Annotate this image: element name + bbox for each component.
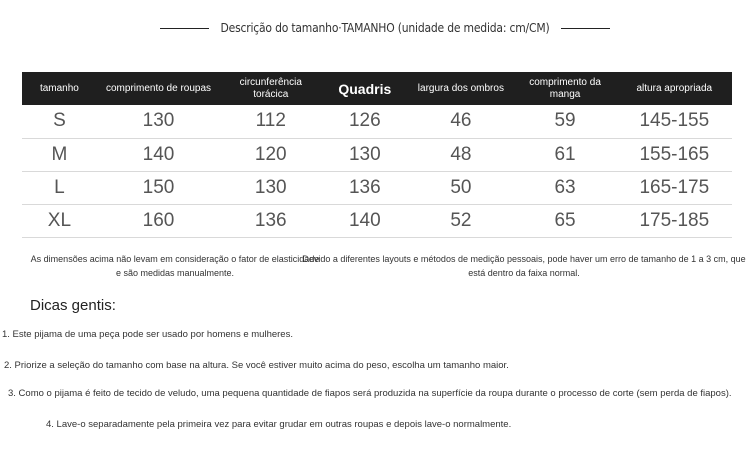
- measurement-note-left: As dimensões acima não levam em consideração o fator de elasticidade e são medidas manualmente.: [30, 254, 320, 278]
- cell-hips: 126: [348, 110, 381, 132]
- col-header-height: altura apropriada: [636, 82, 713, 94]
- table-row: [22, 138, 732, 171]
- cell-height: 165-175: [639, 176, 710, 198]
- cell-chest: 120: [254, 143, 287, 165]
- size-chart-title: Descrição do tamanho·TAMANHO (unidade de medida: cm/CM): [220, 21, 550, 35]
- cell-length: 160: [142, 209, 175, 231]
- cell-hips: 130: [348, 143, 381, 165]
- cell-size: S: [53, 110, 66, 132]
- col-header-chest: circunferência torácica: [239, 76, 302, 100]
- cell-shoulder: 52: [450, 209, 472, 231]
- cell-chest: 112: [255, 110, 286, 132]
- tip-item-4: 4. Lave-o separadamente pela primeira vez para evitar grudar em outras roupas e depois lave-o normalmente.: [46, 419, 512, 430]
- size-table: [22, 72, 732, 238]
- cell-sleeve: 61: [554, 143, 576, 165]
- col-header-hips: Quadris: [338, 80, 392, 97]
- cell-length: 150: [142, 176, 175, 198]
- cell-height: 155-165: [639, 143, 710, 165]
- cell-shoulder: 50: [450, 176, 472, 198]
- tip-item-3: 3. Como o pijama é feito de tecido de veludo, uma pequena quantidade de fiapos será produzida na superfície da roupa durante o processo de corte (sem perda de fiapos).: [8, 388, 732, 399]
- cell-length: 130: [142, 110, 175, 132]
- cell-hips: 136: [348, 176, 381, 198]
- cell-sleeve: 59: [554, 110, 576, 132]
- cell-hips: 140: [348, 209, 381, 231]
- tip-item-2: 2. Priorize a seleção do tamanho com base na altura. Se você estiver muito acima do peso, escolha um tamanho maior.: [4, 360, 509, 371]
- cell-size: M: [51, 143, 68, 165]
- col-header-size: tamanho: [39, 82, 79, 94]
- cell-height: 145-155: [639, 110, 710, 132]
- cell-chest: 136: [254, 209, 287, 231]
- cell-sleeve: 63: [554, 176, 576, 198]
- tip-item-1: 1. Este pijama de uma peça pode ser usado por homens e mulheres.: [2, 329, 293, 340]
- size-chart-header: [160, 17, 610, 39]
- cell-size: XL: [47, 209, 72, 231]
- cell-height: 175-185: [639, 209, 710, 231]
- cell-size: L: [54, 176, 65, 198]
- col-header-sleeve: comprimento da manga: [529, 76, 601, 100]
- size-table-header-row: [22, 72, 732, 105]
- header-divider-right: [561, 28, 610, 29]
- cell-length: 140: [142, 143, 175, 165]
- table-row: [22, 105, 732, 138]
- tips-title: Dicas gentis:: [30, 297, 116, 314]
- cell-shoulder: 46: [450, 110, 472, 132]
- table-row: [22, 171, 732, 204]
- col-header-length: comprimento de roupas: [105, 82, 212, 94]
- cell-sleeve: 65: [554, 209, 576, 231]
- cell-shoulder: 48: [450, 143, 472, 165]
- header-divider-left: [160, 28, 209, 29]
- col-header-shoulder: largura dos ombros: [417, 82, 504, 94]
- measurement-note-right: Devido a diferentes layouts e métodos de medição pessoais, pode haver um erro de tamanho de 1 a 3 cm, que está dentro da faixa normal.: [302, 254, 746, 278]
- cell-chest: 130: [254, 176, 287, 198]
- table-row: [22, 204, 732, 237]
